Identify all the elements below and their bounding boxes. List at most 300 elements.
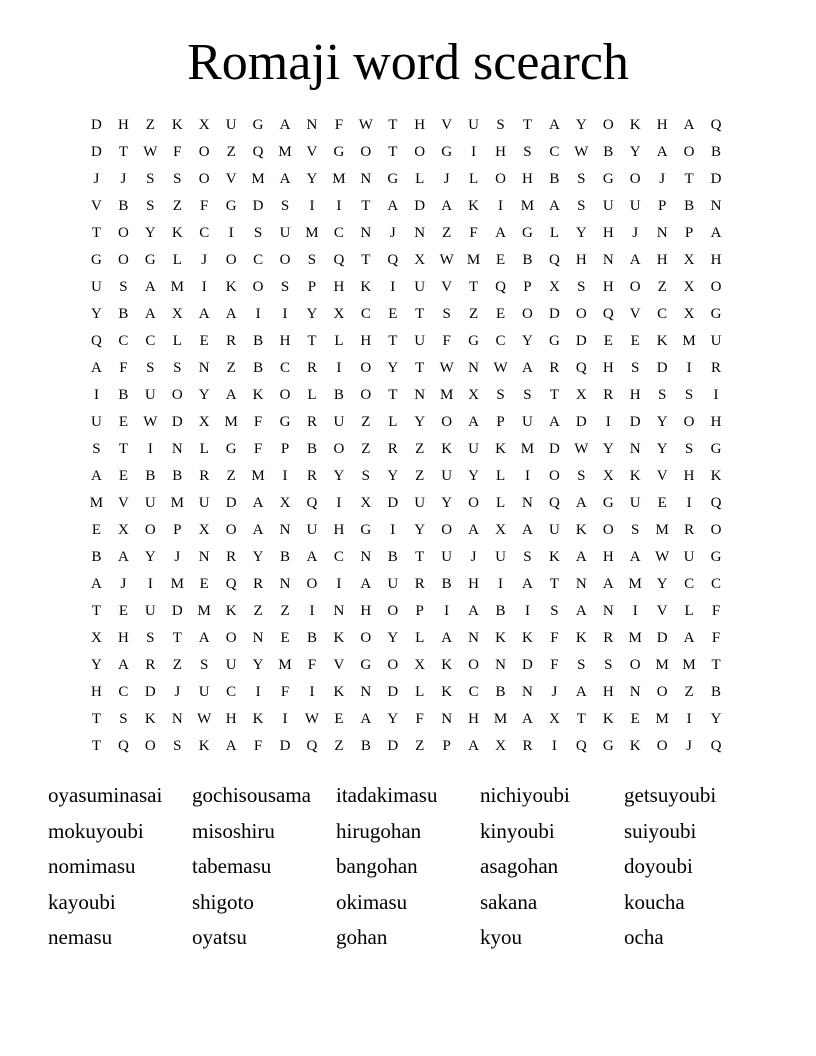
grid-letter: H: [468, 576, 480, 592]
grid-letter: M: [493, 711, 508, 727]
grid-letter: T: [684, 171, 694, 187]
grid-letter: C: [226, 684, 237, 700]
grid-letter: S: [173, 738, 182, 754]
grid-letter: N: [522, 684, 533, 700]
grid-letter: O: [225, 522, 237, 538]
grid-letter: O: [360, 387, 372, 403]
grid-letter: S: [523, 144, 532, 160]
grid-letter: X: [575, 387, 587, 403]
word-list-item: oyasuminasai: [48, 783, 163, 807]
grid-letter: A: [387, 198, 399, 214]
grid-letter: O: [306, 576, 318, 592]
grid-letter: W: [493, 360, 508, 376]
grid-letter: X: [198, 117, 210, 133]
grid-letter: U: [441, 549, 453, 565]
grid-letter: L: [495, 495, 506, 511]
grid-letter: I: [471, 144, 477, 160]
grid-letter: Y: [252, 657, 264, 673]
grid-letter: T: [307, 333, 317, 349]
grid-letter: F: [550, 657, 559, 673]
grid-letter: D: [548, 306, 560, 322]
grid-letter: U: [387, 576, 399, 592]
grid-letter: N: [360, 171, 372, 187]
grid-letter: C: [333, 225, 344, 241]
grid-letter: K: [522, 630, 533, 646]
grid-letter: Z: [280, 603, 290, 619]
grid-letter: G: [710, 441, 722, 457]
grid-letter: S: [523, 549, 532, 565]
grid-letter: A: [441, 630, 453, 646]
grid-letter: N: [602, 603, 614, 619]
grid-letter: G: [710, 549, 722, 565]
grid-letter: C: [118, 333, 129, 349]
grid-letter: V: [656, 468, 668, 484]
grid-letter: J: [201, 252, 208, 268]
grid-row: [83, 114, 733, 141]
grid-letter: F: [173, 144, 182, 160]
grid-letter: T: [415, 549, 425, 565]
grid-letter: G: [252, 117, 264, 133]
grid-letter: D: [387, 738, 399, 754]
grid-letter: O: [441, 414, 453, 430]
grid-letter: F: [253, 441, 263, 457]
grid-letter: M: [655, 522, 669, 538]
grid-letter: T: [118, 441, 128, 457]
grid-letter: F: [200, 198, 209, 214]
grid-letter: K: [171, 117, 183, 133]
grid-letter: Z: [253, 603, 263, 619]
grid-letter: T: [415, 306, 425, 322]
grid-letter: Q: [225, 576, 237, 592]
grid-letter: E: [280, 630, 290, 646]
word-list-item: shigoto: [192, 889, 254, 914]
grid-letter: T: [711, 657, 721, 673]
grid-letter: E: [657, 495, 667, 511]
grid-letter: K: [495, 441, 506, 457]
grid-letter: Y: [575, 225, 587, 241]
grid-letter: H: [683, 468, 695, 484]
grid-letter: A: [468, 738, 480, 754]
grid-letter: B: [495, 684, 506, 700]
grid-letter: Z: [684, 684, 694, 700]
grid-letter: J: [389, 225, 396, 241]
grid-letter: N: [575, 576, 587, 592]
grid-letter: O: [683, 144, 695, 160]
grid-letter: O: [198, 144, 210, 160]
grid-letter: W: [439, 360, 454, 376]
grid-row: [83, 519, 733, 546]
grid-letter: U: [279, 225, 291, 241]
grid-letter: Y: [629, 144, 641, 160]
grid-letter: Z: [469, 306, 479, 322]
grid-letter: K: [144, 711, 156, 727]
grid-letter: N: [656, 225, 668, 241]
word-list-item: kayoubi: [48, 889, 116, 914]
grid-letter: Z: [361, 441, 371, 457]
grid-letter: G: [710, 306, 722, 322]
grid-letter: R: [387, 441, 398, 457]
grid-letter: I: [686, 495, 692, 511]
grid-letter: G: [602, 738, 614, 754]
word-list-item: nichiyoubi: [480, 783, 570, 807]
word-list-item: asagohan: [480, 854, 559, 878]
grid-letter: Y: [387, 711, 399, 727]
grid-letter: A: [629, 549, 641, 565]
grid-letter: X: [495, 522, 506, 538]
grid-letter: B: [522, 252, 533, 268]
grid-letter: D: [225, 495, 237, 511]
grid-letter: O: [279, 387, 291, 403]
grid-letter: Y: [414, 522, 426, 538]
grid-letter: X: [683, 279, 695, 295]
grid-letter: A: [279, 171, 291, 187]
grid-letter: U: [225, 117, 237, 133]
grid-letter: H: [360, 333, 372, 349]
grid-letter: H: [629, 387, 641, 403]
word-list-item: oyatsu: [192, 925, 247, 949]
grid-letter: H: [117, 117, 129, 133]
grid-letter: N: [495, 657, 506, 673]
grid-letter: F: [415, 711, 424, 727]
grid-letter: B: [118, 306, 129, 322]
grid-letter: R: [549, 360, 560, 376]
grid-letter: A: [198, 630, 210, 646]
grid-letter: E: [118, 468, 128, 484]
grid-letter: Y: [656, 441, 668, 457]
grid-letter: M: [251, 468, 265, 484]
grid-letter: A: [198, 306, 210, 322]
grid-letter: S: [307, 252, 317, 268]
grid-letter: I: [336, 360, 342, 376]
grid-letter: T: [388, 387, 398, 403]
grid-letter: U: [414, 495, 426, 511]
grid-letter: S: [146, 171, 155, 187]
grid-letter: G: [279, 414, 291, 430]
word-list-item: mokuyoubi: [48, 818, 144, 843]
grid-letter: Y: [602, 441, 614, 457]
grid-letter: K: [360, 279, 372, 295]
grid-letter: Q: [548, 495, 560, 511]
grid-letter: K: [575, 522, 587, 538]
grid-letter: R: [253, 576, 264, 592]
grid-letter: A: [522, 711, 533, 727]
grid-letter: S: [496, 387, 505, 403]
grid-letter: E: [388, 306, 398, 322]
grid-letter: Q: [575, 360, 587, 376]
word-list: [48, 778, 768, 956]
grid-letter: I: [147, 441, 153, 457]
grid-letter: P: [307, 279, 317, 295]
grid-letter: A: [522, 576, 533, 592]
grid-letter: D: [575, 333, 587, 349]
grid-letter: B: [441, 576, 452, 592]
grid-letter: A: [360, 711, 372, 727]
page-title: Romaji word scearch: [187, 34, 629, 91]
grid-letter: C: [468, 684, 479, 700]
grid-letter: Z: [415, 441, 425, 457]
word-list-item: ocha: [624, 925, 664, 949]
grid-letter: C: [253, 252, 264, 268]
grid-letter: T: [522, 117, 533, 133]
grid-letter: O: [656, 684, 668, 700]
grid-letter: I: [686, 360, 692, 376]
grid-letter: D: [252, 198, 264, 214]
grid-letter: B: [387, 549, 398, 565]
grid-letter: L: [199, 441, 209, 457]
word-list-item: gochisousama: [192, 783, 311, 807]
grid-letter: M: [305, 225, 319, 241]
grid-letter: I: [282, 306, 288, 322]
grid-letter: O: [468, 657, 480, 673]
word-list-item: kyou: [480, 925, 522, 949]
grid-letter: N: [468, 360, 480, 376]
grid-row: [83, 735, 733, 762]
grid-letter: Y: [252, 549, 264, 565]
grid-letter: U: [602, 198, 614, 214]
grid-letter: X: [683, 252, 695, 268]
grid-letter: K: [629, 738, 641, 754]
grid-letter: G: [548, 333, 560, 349]
grid-letter: X: [117, 522, 129, 538]
grid-letter: U: [91, 279, 102, 295]
grid-letter: Z: [361, 414, 371, 430]
grid-letter: O: [279, 252, 291, 268]
grid-letter: O: [360, 630, 372, 646]
grid-letter: Q: [575, 738, 587, 754]
grid-letter: B: [549, 171, 560, 187]
grid-letter: Y: [441, 495, 453, 511]
grid-letter: E: [630, 711, 640, 727]
grid-letter: S: [631, 360, 640, 376]
grid-letter: Q: [710, 117, 722, 133]
grid-letter: D: [91, 117, 102, 133]
grid-letter: Q: [333, 252, 345, 268]
word-list-item: kinyoubi: [480, 818, 555, 843]
grid-letter: S: [280, 279, 290, 295]
grid-letter: G: [225, 441, 237, 457]
grid-letter: U: [548, 522, 560, 538]
grid-letter: O: [522, 306, 533, 322]
grid-letter: X: [333, 306, 345, 322]
grid-letter: R: [414, 576, 425, 592]
grid-letter: A: [468, 522, 480, 538]
grid-letter: Z: [226, 468, 236, 484]
grid-letter: K: [333, 630, 345, 646]
grid-letter: N: [171, 441, 183, 457]
grid-letter: B: [684, 198, 695, 214]
grid-letter: M: [251, 171, 265, 187]
grid-letter: S: [496, 117, 505, 133]
grid-letter: M: [628, 630, 642, 646]
grid-letter: K: [575, 630, 587, 646]
grid-letter: J: [443, 171, 450, 187]
grid-letter: K: [441, 657, 453, 673]
grid-letter: H: [495, 144, 506, 160]
grid-letter: Y: [91, 306, 102, 322]
grid-letter: A: [710, 225, 722, 241]
grid-letter: X: [414, 252, 426, 268]
grid-letter: Z: [172, 198, 182, 214]
grid-letter: B: [306, 630, 317, 646]
grid-letter: T: [91, 225, 102, 241]
grid-letter: W: [358, 117, 373, 133]
grid-letter: W: [143, 414, 158, 430]
grid-letter: O: [441, 522, 453, 538]
grid-letter: M: [332, 171, 346, 187]
grid-letter: R: [226, 549, 237, 565]
grid-letter: M: [655, 711, 669, 727]
grid-letter: E: [91, 522, 102, 538]
grid-letter: S: [92, 441, 101, 457]
grid-letter: I: [201, 279, 207, 295]
grid-letter: G: [91, 252, 102, 268]
grid-letter: H: [602, 360, 614, 376]
grid-letter: D: [656, 360, 668, 376]
grid-letter: K: [333, 684, 345, 700]
grid-letter: Z: [442, 225, 452, 241]
grid-letter: A: [683, 117, 695, 133]
grid-letter: P: [523, 279, 532, 295]
grid-letter: D: [91, 144, 102, 160]
grid-letter: H: [710, 414, 722, 430]
grid-letter: Y: [575, 117, 587, 133]
grid-letter: K: [629, 468, 641, 484]
grid-row: [83, 654, 733, 681]
grid-letter: M: [224, 414, 238, 430]
grid-letter: Y: [306, 171, 318, 187]
grid-letter: I: [255, 306, 261, 322]
grid-letter: W: [574, 441, 589, 457]
grid-row: [83, 249, 733, 276]
grid-letter: E: [118, 414, 128, 430]
grid-letter: O: [360, 144, 372, 160]
grid-letter: K: [441, 441, 453, 457]
grid-letter: Y: [656, 576, 668, 592]
grid-letter: U: [468, 117, 480, 133]
grid-letter: V: [91, 198, 102, 214]
grid-letter: U: [144, 387, 156, 403]
grid-letter: S: [684, 387, 694, 403]
grid-letter: A: [279, 117, 291, 133]
grid-letter: O: [683, 414, 695, 430]
grid-letter: Q: [306, 738, 318, 754]
grid-letter: W: [574, 144, 589, 160]
grid-letter: U: [333, 414, 345, 430]
grid-letter: N: [252, 630, 264, 646]
grid-letter: I: [551, 738, 557, 754]
grid-letter: T: [415, 360, 425, 376]
grid-letter: H: [468, 711, 480, 727]
grid-letter: I: [390, 522, 396, 538]
grid-letter: O: [710, 279, 722, 295]
grid-letter: V: [306, 144, 318, 160]
grid-letter: R: [711, 360, 722, 376]
grid-letter: L: [388, 414, 398, 430]
grid-letter: I: [524, 603, 530, 619]
grid-letter: V: [441, 279, 453, 295]
grid-letter: H: [656, 252, 668, 268]
grid-letter: L: [415, 630, 425, 646]
grid-letter: S: [657, 387, 667, 403]
grid-letter: P: [496, 414, 505, 430]
grid-letter: I: [686, 711, 692, 727]
grid-letter: H: [656, 117, 668, 133]
grid-letter: T: [549, 387, 559, 403]
grid-row: [83, 546, 733, 573]
grid-letter: M: [439, 387, 454, 403]
word-list-item: hirugohan: [336, 818, 422, 843]
grid-letter: F: [711, 630, 721, 646]
grid-letter: J: [470, 549, 477, 565]
grid-letter: O: [252, 279, 264, 295]
grid-letter: B: [253, 360, 264, 376]
grid-letter: A: [252, 522, 264, 538]
grid-row: [83, 276, 733, 303]
word-list-item: okimasu: [336, 889, 408, 914]
grid-letter: Q: [710, 495, 722, 511]
grid-letter: U: [495, 549, 506, 565]
grid-letter: H: [710, 252, 722, 268]
grid-letter: C: [280, 360, 291, 376]
grid-letter: L: [469, 171, 479, 187]
grid-letter: K: [710, 468, 722, 484]
grid-letter: G: [602, 171, 614, 187]
grid-letter: S: [253, 225, 263, 241]
grid-letter: O: [656, 738, 668, 754]
grid-letter: D: [629, 414, 641, 430]
grid-letter: R: [684, 522, 695, 538]
grid-letter: N: [441, 711, 453, 727]
grid-row: [83, 141, 733, 168]
grid-letter: Q: [710, 738, 722, 754]
grid-letter: H: [602, 225, 614, 241]
grid-letter: N: [629, 441, 641, 457]
grid-letter: F: [119, 360, 128, 376]
grid-letter: M: [170, 279, 184, 295]
grid-letter: G: [468, 333, 480, 349]
grid-letter: F: [334, 117, 344, 133]
grid-letter: Z: [415, 468, 425, 484]
grid-letter: S: [577, 198, 586, 214]
grid-letter: B: [603, 144, 614, 160]
grid-letter: M: [682, 333, 696, 349]
grid-letter: I: [147, 576, 153, 592]
grid-row: [83, 195, 733, 222]
grid-letter: O: [171, 387, 183, 403]
grid-letter: R: [145, 657, 156, 673]
grid-letter: H: [360, 603, 372, 619]
grid-letter: K: [548, 549, 560, 565]
grid-letter: X: [198, 522, 210, 538]
grid-row: [83, 222, 733, 249]
grid-letter: B: [253, 333, 264, 349]
grid-letter: N: [522, 495, 533, 511]
grid-letter: D: [387, 684, 399, 700]
grid-letter: O: [468, 495, 480, 511]
grid-letter: P: [442, 738, 451, 754]
grid-letter: K: [171, 225, 183, 241]
grid-letter: T: [91, 711, 102, 727]
grid-letter: K: [441, 684, 453, 700]
grid-letter: Y: [333, 468, 345, 484]
grid-letter: A: [548, 117, 560, 133]
grid-letter: S: [577, 468, 586, 484]
grid-letter: N: [333, 603, 345, 619]
grid-letter: Q: [548, 252, 560, 268]
grid-letter: N: [360, 549, 372, 565]
grid-letter: E: [118, 603, 128, 619]
grid-letter: O: [144, 738, 156, 754]
